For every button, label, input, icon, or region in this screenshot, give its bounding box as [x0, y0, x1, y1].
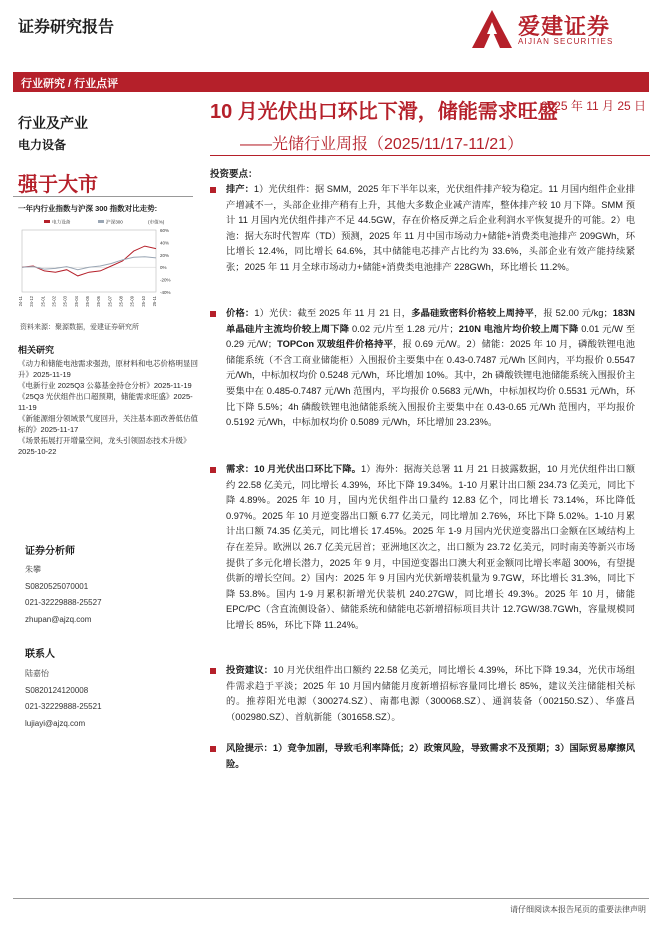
chart-source: 资料来源：聚源数据，爱建证券研究所	[20, 324, 139, 331]
category-label: 行业研究 / 行业点评	[21, 78, 119, 90]
point-text: 价格：1）光伏：截至 2025 年 11 月 21 日，多晶硅致密料价格较上周持平，报 52.00 元/kg；183N 单晶硅片主流均价较上周下降 0.02 元/片至 1.28 元/片；210N 电池片均价较上周下降 0.01 元/W 至 0.29 元/W；TOPCon 双玻组件价格持平，报 0.69 元/W。2）储能：2025 年 10 月，磷酸铁锂电池储能系统（不含工商业储能柜）入围报价主要集中在 0.43-0.7487 元/Wh 区间内，平均报价 0.5547 元/Wh，中标加权均价 0.5248 元/Wh，环比增加 10%。其中，2h 磷酸铁锂电池储能系统入围报价主要集中在 0.485-0.7487 元/Wh 范围内，平均报价 0.5683 元/Wh，中标加权均价 0.5531 元/Wh，环比下降 5.5%；4h 磷酸铁锂电池储能系统入围报价主要集中在 0.43-0.65 元/Wh 范围内，平均报价 0.5192 元/Wh，中标加权均价 0.5089 元/Wh，环比增加 23.23%。	[226, 308, 636, 428]
y-tick-label: -20%	[160, 277, 171, 283]
report-date: 2025 年 11 月 25 日	[540, 99, 646, 113]
industry-label: 行业及产业	[18, 115, 88, 131]
industry-name: 电力设备	[18, 138, 67, 152]
point-text: 投资建议：10 月光伏组件出口额约 22.58 亿美元，同比增长 4.39%，环比下降 19.34，光伏市场组件需求趋于平淡；2025 年 10 月国内储能月度新增招标容量同比增长 85%，建议关注储能相关标的。推荐阳光电源（300274.SZ）、南都电源（300068.SZ）、通润装备（002150.SZ）、华盛昌（002980.SZ）、首航新能（301658.SZ）。	[226, 665, 635, 722]
title-divider	[210, 155, 650, 156]
point-text: 风险提示：1）竞争加剧，导致毛利率降低；2）政策风险，导致需求不及预期；3）国际贸易摩擦风险。	[226, 743, 635, 769]
x-tick-label: 25-01	[40, 296, 46, 307]
chart-canvas	[14, 216, 194, 316]
point-text: 排产：1）光伏组件：据 SMM，2025 年下半年以来，光伏组件排产较为稳定。11 月国内组件企业排产增减不一，头部企业排产稍有上升，其他大多数企业减产清库，整体排产较 10 月下降。SMM 预计 11 月国内光伏组件排产不足 44.5GW，存在价格反弹之后企业利润水平恢复提升的可能。2）电池：据大东时代智库（TD）预测，2025 年 11 月中国市场动力+储能+消费类电池排产 209GWh，环比增长 12.4%，同比增长 64.6%，其中储能电芯排产占比约为 33.6%，头部企业有效产能持续紧张；2025 年 11 月全球市场动力+储能+消费类电池排产 228GWh，环比增长 11.2%。	[226, 184, 635, 272]
related-research-list	[18, 358, 198, 457]
point-risk	[210, 741, 635, 772]
point-investment	[210, 663, 635, 725]
page-title: 10 月光伏出口环比下滑，储能需求旺盛	[210, 101, 558, 123]
logo-text-cn: 爱建证券	[518, 14, 611, 39]
y-tick-label: 0%	[160, 265, 167, 271]
contact-title: 联系人	[25, 649, 55, 660]
contact-name: 陆嘉怡	[25, 669, 49, 678]
chart-frame	[22, 230, 156, 292]
related-item[interactable]: 《动力和储能电池需求强劲，原材料和电芯价格明显回升》2025-11-19	[18, 359, 198, 379]
x-tick-label: 24-11	[18, 296, 23, 307]
category-bar	[13, 72, 649, 92]
point-demand	[210, 462, 635, 634]
x-tick-label: 25-06	[96, 296, 102, 307]
bullet-icon	[210, 746, 216, 752]
contact-license: S0820124120008	[25, 685, 89, 695]
x-tick-label: 25-11	[152, 296, 157, 307]
legend-label: (市值%)	[148, 219, 165, 225]
series-line	[22, 246, 156, 276]
page-subtitle: ——光储行业周报（2025/11/17-11/21）	[240, 136, 524, 153]
report-type: 证券研究报告	[18, 19, 115, 36]
y-tick-label: 20%	[160, 252, 170, 258]
index-comparison-chart	[14, 216, 194, 316]
x-tick-label: 25-10	[140, 296, 146, 307]
company-logo	[470, 8, 650, 52]
related-item[interactable]: 《25Q3 光伏组件出口超预期，储能需求旺盛》2025-11-19	[18, 392, 193, 412]
analyst-name: 朱攀	[25, 565, 41, 574]
point-price	[210, 306, 635, 431]
y-tick-label: 60%	[160, 228, 170, 233]
contact-info	[25, 666, 102, 732]
series-line	[22, 257, 156, 270]
y-tick-label: -40%	[160, 290, 171, 295]
point-production	[210, 182, 635, 276]
key-points-title: 投资要点：	[210, 169, 258, 180]
x-tick-label: 24-12	[29, 296, 35, 307]
legend-swatch	[44, 220, 50, 223]
x-tick-label: 25-05	[85, 296, 90, 307]
analyst-info	[25, 562, 102, 628]
point-text: 需求：10 月光伏出口环比下降。1）海外：据海关总署 11 月 21 日披露数据，10 月光伏组件出口额约 22.58 亿美元，同比增长 4.39%，环比下降 19.34%。1-10 月累计出口额 234.73 亿美元，同比下降 4.89%。2025 年 10 月，国内光伏组件出口量约 12.83 亿个，同比增长 73.14%，环比降低 0.97%。2025 年 10 月逆变器出口额 6.77 亿美元，同比增加 2.76%，环比下降 5.02%。1-10 月累计出口额 74.35 亿美元，同比增长 17.45%。2025 年 1-9 月国内光伏逆变器出口金额在区域结构上存在差异。欧洲以 26.7 亿美元居首；亚洲地区次之，出口额为 23.72 亿美元，同时南美等新兴市场提供了多元化增长潜力，2025 年 9 月，中国逆变器出口澳大利亚金额同比增长率超 300%，有望提供新的增长空间。2）国内：2025 年 9 月国内光伏新增装机量为 9.7GW，环比增长 31.3%，同比下降 53.8%。国内 1-9 月累积新增光伏装机 240.27GW，同比增长 49.3%。2025 年 10 月，储能 EPC/PC（含直流侧设备）、储能系统和储能电芯新增招标项目共计 12.7GW/38.7GWh，容量规模同比增长 85%，环比下降 11.24%。	[226, 464, 635, 630]
rating-divider	[13, 196, 193, 197]
footer-divider	[13, 898, 649, 899]
related-item[interactable]: 《新能源细分领域景气度回升，关注基本面改善低估值标的》2025-11-17	[18, 414, 198, 434]
related-item[interactable]: 《电新行业 2025Q3 公募基金持仓分析》2025-11-19	[18, 381, 192, 390]
y-tick-label: 40%	[160, 240, 170, 246]
bullet-icon	[210, 311, 216, 317]
analyst-license: S0820525070001	[25, 581, 89, 591]
legend-label: 沪深300	[106, 219, 123, 225]
bullet-icon	[210, 467, 216, 473]
x-tick-label: 25-03	[62, 296, 68, 307]
contact-email[interactable]: lujiayi@ajzq.com	[25, 718, 86, 728]
logo-text-en: AIJIAN SECURITIES	[518, 37, 614, 46]
bullet-icon	[210, 187, 216, 193]
logo-mark-icon	[470, 8, 514, 50]
analyst-phone: 021-32229888-25527	[25, 598, 102, 607]
related-item[interactable]: 《场景拓展打开增量空间，龙头引领固态技术升级》2025-10-22	[18, 436, 191, 456]
chart-title: 一年内行业指数与沪深 300 指数对比走势:	[18, 204, 158, 213]
rating-badge: 强于大市	[18, 174, 98, 196]
x-tick-label: 25-08	[118, 296, 124, 307]
legend-label: 电力设备	[52, 219, 71, 225]
legal-notice-link[interactable]: 请仔细阅读本报告尾页的重要法律声明	[510, 905, 646, 914]
legend-swatch	[98, 220, 104, 223]
bullet-icon	[210, 668, 216, 674]
x-tick-label: 25-07	[107, 296, 113, 307]
x-tick-label: 25-02	[51, 296, 57, 307]
contact-phone: 021-32229888-25521	[25, 702, 102, 711]
analyst-email[interactable]: zhupan@ajzq.com	[25, 614, 92, 624]
analyst-title: 证券分析师	[25, 546, 75, 557]
x-tick-label: 25-04	[73, 296, 79, 307]
x-tick-label: 25-09	[129, 296, 135, 307]
related-research-title: 相关研究	[18, 345, 55, 355]
